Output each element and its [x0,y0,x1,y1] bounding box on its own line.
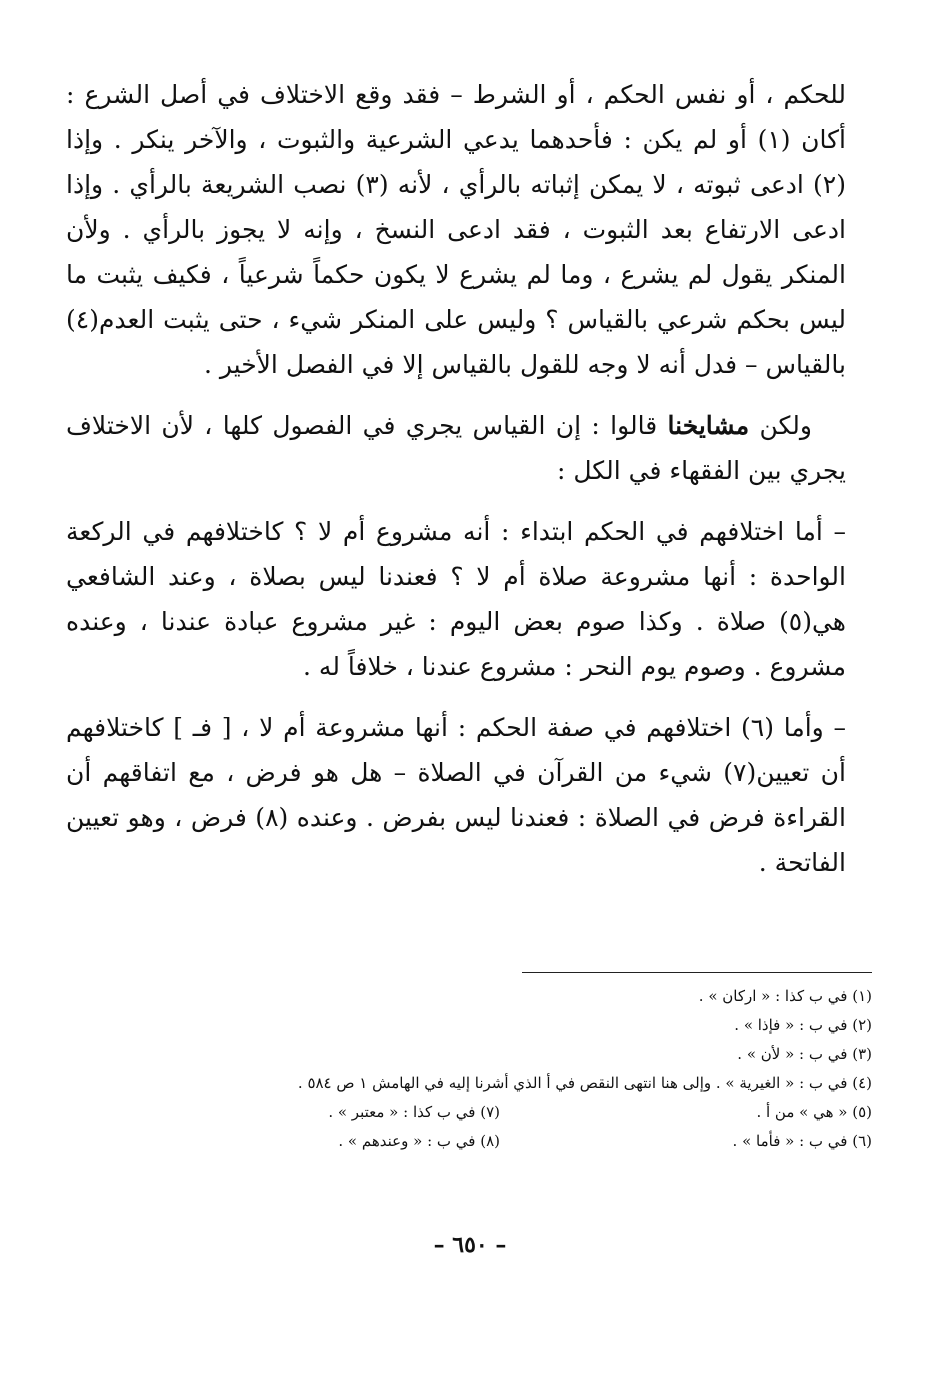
paragraph-2-rest: قالوا : إن القياس يجري في الفصول كلها ، لأن الاختلاف يجري بين الفقهاء في الكل : [66,411,846,485]
footnotes [200,982,872,1156]
footnote-row [200,1069,872,1098]
footnote-3: (٣) في ب : « لأن » . [737,1045,872,1063]
footnote-8: (٨) في ب : « وعندهم » . [338,1132,500,1150]
footnote-4: (٤) في ب : « الغيرية » . وإلى هنا انتهى النقص في أ الذي أشرنا إليه في الهامش ١ ص ٥٨٤ . [297,1074,872,1092]
footnote-2: (٢) في ب : « فإذا » . [734,1016,872,1034]
main-text [66,72,846,885]
page-number: – ٦٥٠ – [433,1232,507,1258]
paragraph-1: للحكم ، أو نفس الحكم ، أو الشرط – فقد وقع الاختلاف في أصل الشرع : أكان (١) أو لم يكن : فأحدهما يدعي الشرعية والثبوت ، والآخر ينكر . وإذا (٢) ادعى ثبوته ، لا يمكن إثباته بالرأي ، لأنه (٣) نصب الشريعة بالرأي . وإذا ادعى الارتفاع بعد الثبوت ، فقد ادعى النسخ ، وإنه لا يجوز بالرأي . ولأن المنكر يقول لم يشرع ، وما لم يشرع لا يكون حكماً شرعياً ، فكيف يثبت ما ليس بحكم شرعي بالقياس ؟ وليس على المنكر شيء ، حتى يثبت العدم(٤) بالقياس – فدل أنه لا وجه للقول بالقياس إلا في الفصل الأخير . [66,80,846,379]
footnote-row [200,1040,872,1069]
paragraph-3: – أما اختلافهم في الحكم ابتداء : أنه مشروع أم لا ؟ كاختلافهم في الركعة الواحدة : أنها مشروعة صلاة أم لا ؟ فعندنا ليس بصلاة ، وعند الشافعي هي(٥) صلاة . وكذا صوم بعض اليوم : غير مشروع عبادة عندنا ، وعنده مشروع . وصوم يوم النحر : مشروع عندنا ، خلافاً له . [66,517,846,681]
footnote-6: (٦) في ب : « فأما » . [732,1132,872,1150]
footnote-divider [522,972,872,973]
paragraph-4: – وأما (٦) اختلافهم في صفة الحكم : أنها مشروعة أم لا ، [ فـ ] كاختلافهم أن تعيين(٧) شيء من القرآن في الصلاة – هل هو فرض ، مع اتفاقهم أن القراءة فرض في الصلاة : فعندنا ليس بفرض . وعنده (٨) فرض ، وهو تعيين الفاتحة . [66,713,846,877]
footnote-row [200,1098,872,1127]
paragraph-2-bold-term: مشايخنا [667,411,750,440]
paragraph-2-lead: ولكن [749,411,812,440]
footnote-5: (٥) « هي » من أ . [756,1103,872,1121]
footnote-1: (١) في ب كذا : « اركان » . [698,987,872,1005]
paragraph-2 [66,403,846,493]
footnote-row [200,1127,872,1156]
footnote-7: (٧) في ب كذا : « معتبر » . [328,1103,500,1121]
footnote-row [200,1011,872,1040]
footnote-row [200,982,872,1011]
